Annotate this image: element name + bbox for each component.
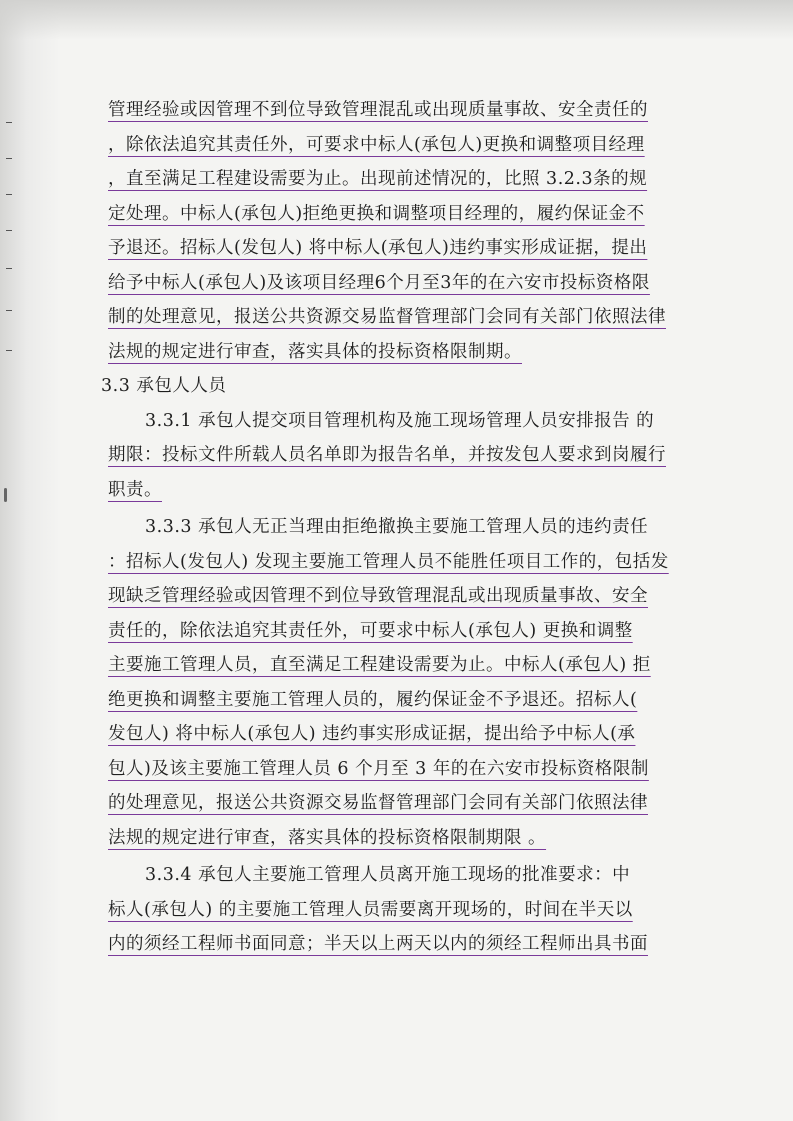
- text-line: 定处理。中标人(承包人)拒绝更换和调整项目经理的，履约保证金不: [108, 203, 645, 224]
- margin-tick: [6, 310, 12, 311]
- text-line: 予退还。招标人(发包人) 将中标人(承包人)违约事实形成证据，提出: [108, 238, 648, 258]
- text-line: 法规的规定进行审查，落实具体的投标资格限制期。: [108, 341, 522, 362]
- text-line: 内的须经工程师书面同意；半天以上两天以内的须经工程师出具书面: [108, 934, 648, 954]
- margin-tick: [6, 122, 12, 123]
- margin-tick: [6, 230, 12, 231]
- text-line: 主要施工管理人员，直至满足工程建设需要为止。中标人(承包人) 拒: [108, 655, 651, 675]
- text-line: ：招标人(发包人) 发现主要施工管理人员不能胜任项目工作的，包括发: [108, 551, 669, 572]
- text-line: 职责。: [108, 479, 162, 500]
- text-line: 包人)及该主要施工管理人员 6 个月至 3 年的在六安市投标资格限制: [108, 758, 649, 779]
- text-line: ，除依法追究其责任外，可要求中标人(承包人)更换和调整项目经理: [108, 134, 645, 155]
- text-line: 管理经验或因管理不到位导致管理混乱或出现质量事故、安全责任的: [108, 100, 648, 120]
- text-line: 期限：投标文件所载人员名单即为报告名单，并按发包人要求到岗履行: [108, 445, 666, 465]
- scan-shadow-top: [0, 0, 793, 40]
- text-line: 责任的，除依法追究其责任外，可要求中标人(承包人) 更换和调整: [108, 620, 633, 641]
- margin-tick: [6, 158, 12, 159]
- clause-heading: 3.3.4 承包人主要施工管理人员离开施工现场的批准要求：中: [145, 865, 631, 885]
- text-line: ，直至满足工程建设需要为止。出现前述情况的，比照 3.2.3条的规: [108, 169, 648, 189]
- clause-heading: 3.3.1 承包人提交项目管理机构及施工现场管理人员安排报告 的: [145, 410, 655, 431]
- margin-tick: [6, 350, 12, 351]
- text-line: 现缺乏管理经验或因管理不到位导致管理混乱或出现质量事故、安全: [108, 586, 648, 606]
- text-line: 的处理意见，报送公共资源交易监督管理部门会同有关部门依照法律: [108, 793, 648, 813]
- section-heading: 3.3 承包人人员: [101, 376, 227, 396]
- text-line: 标人(承包人) 的主要施工管理人员需要离开现场的，时间在半天以: [108, 899, 633, 920]
- margin-tick: [6, 194, 12, 195]
- clause-heading: 3.3.3 承包人无正当理由拒绝撤换主要施工管理人员的违约责任: [145, 517, 649, 537]
- text-line: 制的处理意见，报送公共资源交易监督管理部门会同有关部门依照法律: [108, 307, 666, 327]
- text-line: 给予中标人(承包人)及该项目经理6个月至3年的在六安市投标资格限: [108, 272, 650, 293]
- text-line: 发包人) 将中标人(承包人) 违约事实形成证据，提出给予中标人(承: [108, 724, 636, 744]
- text-line: 绝更换和调整主要施工管理人员的，履约保证金不予退还。招标人(: [108, 689, 638, 710]
- document-body: [101, 93, 693, 962]
- scan-shadow-left: [0, 0, 60, 1121]
- binding-hole-mark: [4, 488, 7, 502]
- margin-tick: [6, 268, 12, 269]
- text-line: 法规的规定进行审查，落实具体的投标资格限制期限 。: [108, 827, 547, 848]
